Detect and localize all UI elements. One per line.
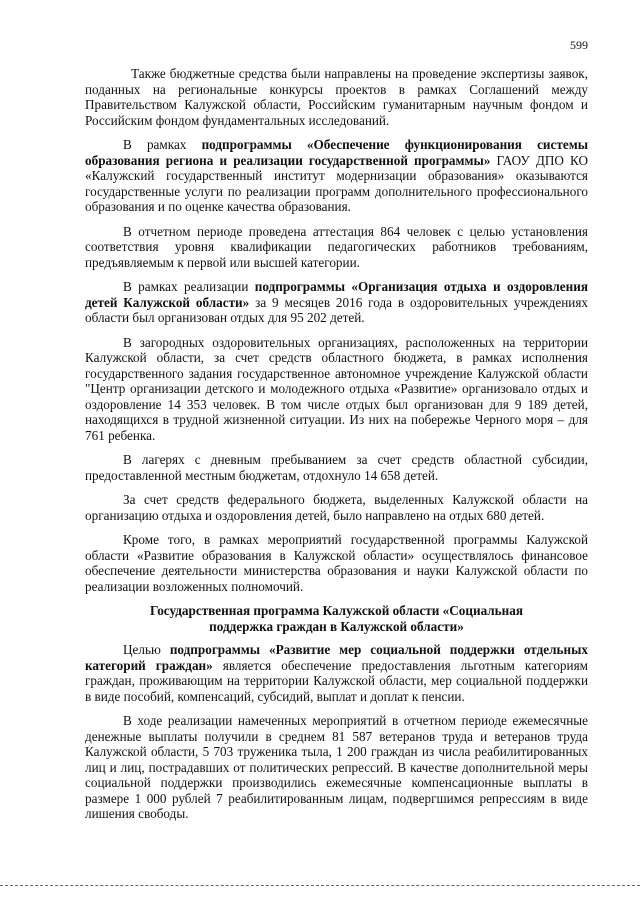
paragraphs-section-social	[85, 642, 588, 822]
text-segment: Кроме того, в рамках мероприятий государственной программы Калужской области «Развитие образования в Калужской области» осуществлялось финансовое обеспечение деятельности министерства образования и науки Калужской области по реализации возложенных полномочий.	[85, 532, 588, 594]
page-number: 599	[570, 38, 588, 52]
paragraph	[85, 224, 588, 271]
text-segment: ГАОУ ДПО КО «Калужский государственный институт модернизации образования» оказываются государственные услуги по реализации программ дополнительного профессионального образования и по оценке качества образования.	[85, 152, 588, 214]
scan-edge-line	[0, 885, 640, 886]
bold-text-segment: подпрограммы «Обеспечение функционирования системы образования региона и реализации государственной программы»	[85, 137, 588, 168]
text-segment: Также бюджетные средства были направлены на проведение экспертизы заявок, поданных на региональные конкурсы проектов в рамках Соглашений между Правительством Калужской области, Российским гуманитарным научным фондом и Российским фондом фундаментальных исследований.	[85, 66, 588, 128]
text-segment: Целью	[123, 642, 170, 657]
text-segment: В отчетном периоде проведена аттестация 864 человек с целью установления соответствия уровня квалификации педагогических работников требованиям, предъявляемым к первой или высшей категории.	[85, 223, 588, 270]
text-segment: является обеспечение предоставления льготным категориям граждан, проживающим на территории Калужской области, мер социальной поддержки в виде пособий, компенсаций, субсидий, выплат и доплат к пенсии.	[85, 657, 588, 704]
section-heading-line-1: Государственная программа Калужской области «Социальная	[149, 603, 523, 618]
text-segment: за 9 месяцев 2016 года в оздоровительных учреждениях области был организован отдых для 95 202 детей.	[85, 294, 588, 325]
text-segment: В лагерях с дневным пребыванием за счет средств областной субсидии, предоставленной местным бюджетам, отдохнуло 14 658 детей.	[85, 452, 588, 483]
section-heading	[85, 603, 588, 634]
text-segment: За счет средств федерального бюджета, выделенных Калужской области на организацию отдыха и оздоровления детей, было направлено на отдых 680 детей.	[85, 492, 588, 523]
paragraph	[85, 66, 588, 128]
bold-text-segment: подпрограммы «Развитие мер социальной поддержки отдельных категорий граждан»	[85, 642, 588, 673]
bold-text-segment: подпрограммы «Организация отдыха и оздоровления детей Калужской области»	[85, 279, 588, 310]
text-segment: В загородных оздоровительных организациях, расположенных на территории Калужской области, за счет средств областного бюджета, в рамках исполнения государственного задания государственное автономное учреждение Калужской области "Центр организации детского и молодежного отдыха «Развитие» организовало отдых и оздоровление 14 353 человек. В том числе отдых был организован для 9 189 детей, находящихся в трудной жизненной ситуации. Из них на побережье Черного моря – для 761 ребенка.	[85, 334, 588, 443]
paragraph	[85, 335, 588, 444]
paragraph	[85, 279, 588, 326]
section-heading-line-2: поддержка граждан в Калужской области»	[209, 618, 464, 634]
text-segment: В рамках	[123, 137, 202, 152]
paragraphs-section-education	[85, 66, 588, 594]
paragraph	[85, 452, 588, 483]
paragraph	[85, 642, 588, 704]
page-body	[85, 66, 588, 831]
paragraph	[85, 492, 588, 523]
paragraph	[85, 713, 588, 822]
text-segment: В ходе реализации намеченных мероприятий в отчетном периоде ежемесячные денежные выплаты получили в среднем 81 587 ветеранов труда и ветеранов труда Калужской области, 5 703 труженика тыла, 1 200 граждан из числа реабилитированных лиц и лиц, пострадавших от политических репрессий. В качестве дополнительной меры социальной поддержки производились ежемесячные компенсационные выплаты в размере 1 000 рублей 7 реабилитированным лицам, подвергшимся репрессиям в виде лишения свободы.	[85, 713, 588, 821]
paragraph	[85, 532, 588, 594]
text-segment: В рамках реализации	[123, 279, 255, 294]
paragraph	[85, 137, 588, 215]
